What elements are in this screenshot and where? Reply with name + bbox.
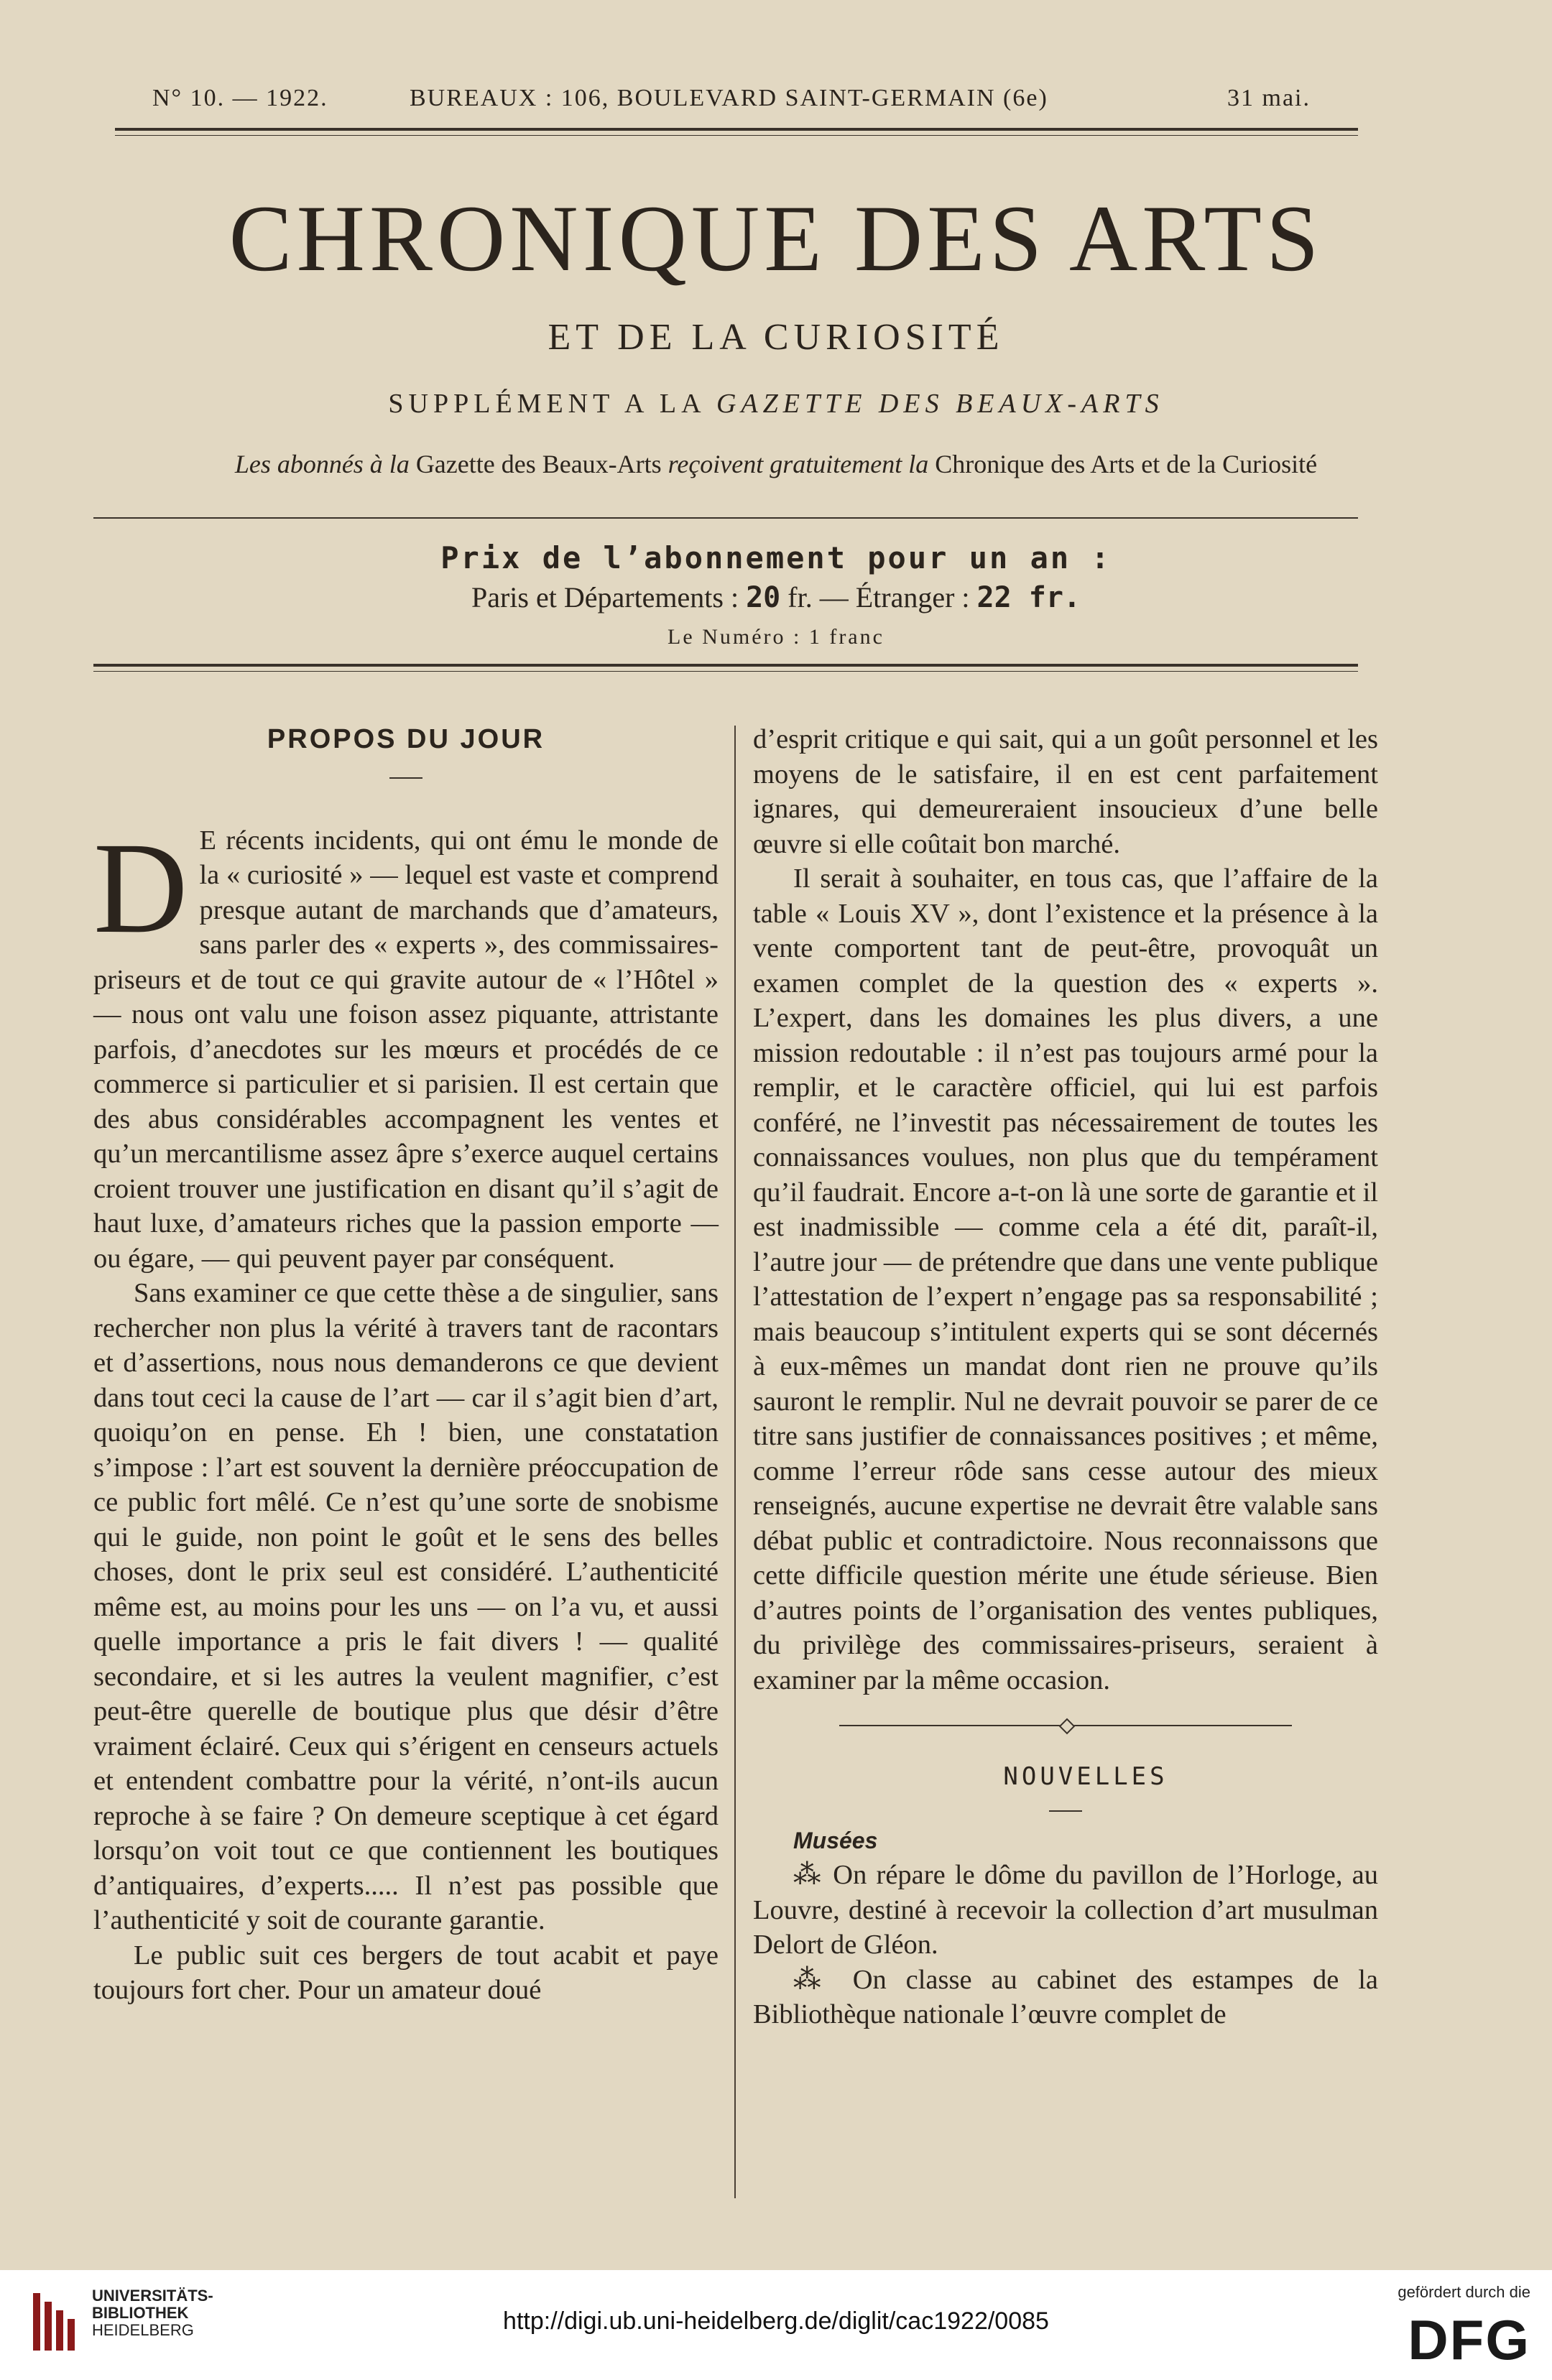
- paris-label: Paris et Départements :: [471, 581, 739, 613]
- article-paragraph-4: d’esprit critique e qui sait, qui a un goût personnel et les moyens de le satisfaire, il en est cent parfaitement ignares, qui demeureraient insoucieux d’une belle œuvre si elle coûtait bon marché.: [753, 724, 1378, 859]
- article-paragraph-5: Il serait à souhaiter, en tous cas, que l’affaire de la table « Louis XV », dont l’existence et la présence à la vente comportent tant de peut-être, provoquât un examen complet de la question des « experts ». L’expert, dans les domaines les plus divers, a une mission redoutable : il n’est pas toujours armé pour la remplir, et le caractère officiel, qui lui est parfois conféré, ne l’investit pas nécessairement de toutes les connaissances voulues, non plus que du tempérament qu’il faudrait. Encore a-t-on là une sorte de garantie et il est inadmissible — comme cela a été dit, paraît-il, l’autre jour — de prétendre que dans une vente publique l’attestation de l’expert n’engage pas sa responsabilité ; mais beaucoup s’intitulent experts qui se sont décernés à eux-mêmes un mandat dont rien ne prouve qu’ils sauront le remplir. Nul ne devrait pouvoir se parer de ce titre sans justifier de connaissances positives ; et même, comme l’erreur rôde sans cesse autour des mieux renseignés, aucune expertise ne devrait être valable sans débat public et contradictoire. Nous reconnaissons que cette difficile question mérite une étude sérieuse. Bien d’autres points de l’organisation des ventes publiques, du privilège des commissaires-priseurs, seraient à examiner par la même occasion.: [753, 863, 1378, 1695]
- header-line: [0, 85, 1552, 128]
- news-item-2: [753, 1963, 1378, 2032]
- source-url-link[interactable]: http://digi.ub.uni-heidelberg.de/diglit/cac1922/0085: [503, 2307, 1049, 2335]
- issue-date: 31 mai.: [1227, 85, 1311, 111]
- subscribers-note: [0, 449, 1552, 479]
- masthead-subtitle: ET DE LA CURIOSITÉ: [548, 317, 1004, 358]
- supplement-prefix: SUPPLÉMENT A LA: [388, 389, 705, 419]
- heading-dash: [389, 777, 422, 779]
- subscription-heading: Prix de l’abonnement pour un an :: [440, 540, 1112, 575]
- column-divider: [734, 726, 736, 2198]
- abonnes-part2: Gazette des Beaux-Arts: [415, 450, 662, 478]
- header-rule-thick: [115, 128, 1358, 131]
- article-paragraph-2: Sans examiner ce que cette thèse a de singulier, sans rechercher non plus la vérité à travers tant de racontars et d’assertions, nous nous demanderons ce que devient dans tout ceci la cause de l’art — car il s’agit bien d’art, quoiqu’on en pense. Eh ! bien, une constatation s’impose : l’art est souvent la dernière préoccupation de ce public fort mêlé. Ce n’est qu’une sorte de snobisme qui le guide, non point le goût et le sens des belles choses, dont le prix seul est considéré. L’authenticité même est, au moins pour les uns — on l’a vu, et aussi quelle importance a pris le fait divers ! — qualité secondaire, et si les autres la veulent magnifier, c’est peut-être querelle de boutique plus que désir d’être vraiment éclairé. Ceux qui s’érigent en censeurs actuels et entendent combattre pour la vérité, n’ont-ils aucun reproche à se faire ? On demeure sceptique à cet égard lorsqu’on voit tout ce que contiennent les boutiques d’antiquaires, d’experts..... Il n’est pas possible que l’authenticité y soit de courante garantie.: [93, 1278, 719, 1935]
- subscription-prices: [0, 580, 1552, 614]
- news-item-1-text: On répare le dôme du pavillon de l’Horloge, au Louvre, destiné à recevoir la collection d’art musulman Delort de Gléon.: [753, 1860, 1379, 1960]
- masthead-rule: [93, 517, 1358, 519]
- funded-by-label: gefördert durch die: [1398, 2283, 1530, 2301]
- abonnes-part1: Les abonnés à la: [234, 450, 410, 478]
- paris-price: 20: [746, 581, 781, 614]
- price-rule-thin: [93, 671, 1358, 672]
- article-heading: PROPOS DU JOUR: [267, 724, 545, 754]
- drop-cap: D: [93, 815, 188, 960]
- right-column: [753, 722, 1378, 2032]
- nouvelles-dash: [1049, 1810, 1082, 1812]
- supplement-gazette: GAZETTE DES BEAUX-ARTS: [716, 389, 1164, 419]
- abonnes-part4: Chronique des Arts et de la Curiosité: [935, 450, 1318, 478]
- abonnes-part3: reçoivent gratuitement la: [668, 450, 929, 478]
- library-line-2: BIBLIOTHEK: [92, 2304, 189, 2322]
- issue-number: N° 10. — 1922.: [152, 85, 328, 111]
- library-line-1: UNIVERSITÄTS-: [92, 2287, 213, 2305]
- price-rule-thick: [93, 664, 1358, 667]
- digitization-footer: [0, 2270, 1552, 2380]
- nouvelles-heading: NOUVELLES: [1003, 1762, 1168, 1791]
- article-paragraph-3: Le public suit ces bergers de tout acabit et paye toujours fort cher. Pour un amateur doué: [93, 1940, 719, 2005]
- header-rule-thin: [115, 135, 1358, 136]
- library-line-3: HEIDELBERG: [92, 2321, 194, 2339]
- etranger-price: 22 fr.: [976, 581, 1081, 614]
- article-paragraph-1: [93, 815, 719, 1277]
- news-item-2-text: On classe au cabinet des estampes de la Bibliothèque nationale l’œuvre complet de: [753, 1964, 1379, 2029]
- paragraph-1-text: E récents incidents, qui ont ému le monde de la « curiosité » — lequel est vaste et comprend presque autant de marchands que d’amateurs, sans parler des « experts », des commissaires-priseurs et de tout ce qui gravite autour de « l’Hôtel » — nous ont valu une foison assez piquante, attristante parfois, d’anecdotes sur les mœurs et procédés de ce commerce si particulier et si parisien. Il est certain que des abus considérables accompagnent les ventes et qu’un mercantilisme assez âpre s’exerce auquel certains croient trouver une justification en disant qu’il s’agit de haut luxe, d’amateurs riches que la passion emporte — ou égare, — qui peuvent payer par conséquent.: [93, 825, 719, 1274]
- asterism-icon: ⁂: [793, 1860, 824, 1890]
- masthead-title: CHRONIQUE DES ARTS: [228, 185, 1324, 291]
- asterism-icon: ⁂: [793, 1964, 833, 1995]
- left-column: [93, 722, 719, 2008]
- supplement-line: [0, 388, 1552, 420]
- dfg-logo: DFG: [1408, 2308, 1530, 2371]
- musees-subheading: Musées: [793, 1827, 878, 1853]
- bureaux-address: BUREAUX : 106, BOULEVARD SAINT-GERMAIN (6e): [410, 85, 1048, 111]
- paris-unit: fr. — Étranger :: [787, 581, 970, 613]
- single-issue-price: Le Numéro : 1 franc: [668, 625, 884, 649]
- news-item-1: [753, 1858, 1378, 1963]
- section-ornament: [753, 1721, 1378, 1731]
